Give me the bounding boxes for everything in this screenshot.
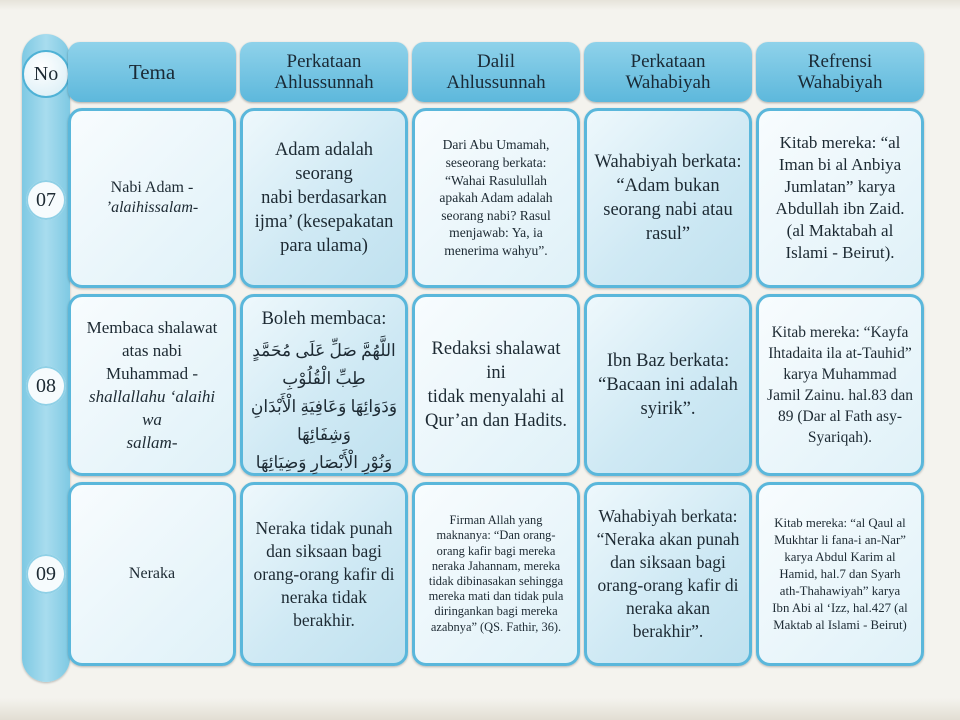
header-refrensi-wahabiyah: Refrensi Wahabiyah xyxy=(756,42,924,102)
row07-tema: Nabi Adam - ’alaihissalam- xyxy=(68,108,236,288)
row09-perkataan-wahabiyah: Wahabiyah berkata: “Neraka akan punah dan siksaan bagi orang-orang kafir di neraka akan berakhir”. xyxy=(584,482,752,666)
row-number-08: 08 xyxy=(22,362,70,410)
header-no-badge xyxy=(22,50,70,98)
row09-dalil: Firman Allah yang maknanya: “Dan orang- orang kafir bagi mereka neraka Jahannam, mereka tidak dibinasakan sehingga mereka mati dan tidak pula diringankan bagi mereka azabnya” (QS. Fathir, 36). xyxy=(412,482,580,666)
header-no: No xyxy=(33,62,59,85)
row07-refrensi: Kitab mereka: “al Iman bi al Anbiya Jumlatan” karya Abdullah ibn Zaid. (al Maktabah al Islami - Beirut). xyxy=(756,108,924,288)
row07-dalil: Dari Abu Umamah, seseorang berkata: “Wahai Rasulullah apakah Adam adalah seorang nabi? Rasul menjawab: Ya, ia menerima wahyu”. xyxy=(412,108,580,288)
row07-perkataan-ahlussunnah: Adam adalah seorang nabi berdasarkan ijma’ (kesepakatan para ulama) xyxy=(240,108,408,288)
header-tema: Tema xyxy=(68,42,236,102)
row08-tema: Membaca shalawat atas nabi Muhammad - shallallahu ‘alaihi wa sallam- xyxy=(68,294,236,476)
row08-perkataan-wahabiyah: Ibn Baz berkata: “Bacaan ini adalah syirik”. xyxy=(584,294,752,476)
row09-refrensi: Kitab mereka: “al Qaul al Mukhtar li fana-i an-Nar” karya Abdul Karim al Hamid, hal.7 dan Syarh ath-Thahawiyah” karya Ibn Abi al ‘Izz, hal.427 (al Maktab al Islami - Beirut) xyxy=(756,482,924,666)
scan-edge-bottom xyxy=(0,698,960,720)
row09-tema: Neraka xyxy=(68,482,236,666)
row-number-07: 07 xyxy=(22,176,70,224)
row08-dalil: Redaksi shalawat ini tidak menyalahi al Qur’an dan Hadits. xyxy=(412,294,580,476)
header-perkataan-wahabiyah: Perkataan Wahabiyah xyxy=(584,42,752,102)
row-number-09: 09 xyxy=(22,550,70,598)
row07-perkataan-wahabiyah: Wahabiyah berkata: “Adam bukan seorang nabi atau rasul” xyxy=(584,108,752,288)
arabic-shalawat-text: اللَّهُمَّ صَلِّ عَلَى مُحَمَّدٍ طِبِّ الْقُلُوْبِ وَدَوَائِهَا وَعَافِيَةِ الْأَبْدَانِ وَشِفَائِهَا وَنُوْرِ الْأَبْصَارِ وَضِيَائِهَا xyxy=(250,341,398,472)
scan-edge-top xyxy=(0,0,960,10)
header-perkataan-ahlussunnah: Perkataan Ahlussunnah xyxy=(240,42,408,102)
row08-perkataan-ahlussunnah: Boleh membaca: اللَّهُمَّ صَلِّ عَلَى مُحَمَّدٍ طِبِّ الْقُلُوْبِ وَدَوَائِهَا وَعَافِيَةِ الْأَبْدَانِ وَشِفَائِهَا وَنُوْرِ الْأَبْصَارِ وَضِيَائِهَا xyxy=(240,294,408,476)
row08-refrensi: Kitab mereka: “Kayfa Ihtadaita ila at-Tauhid” karya Muhammad Jamil Zainu. hal.83 dan 89 (Dar al Fath asy- Syariqah). xyxy=(756,294,924,476)
header-dalil-ahlussunnah: Dalil Ahlussunnah xyxy=(412,42,580,102)
row09-perkataan-ahlussunnah: Neraka tidak punah dan siksaan bagi orang-orang kafir di neraka tidak berakhir. xyxy=(240,482,408,666)
